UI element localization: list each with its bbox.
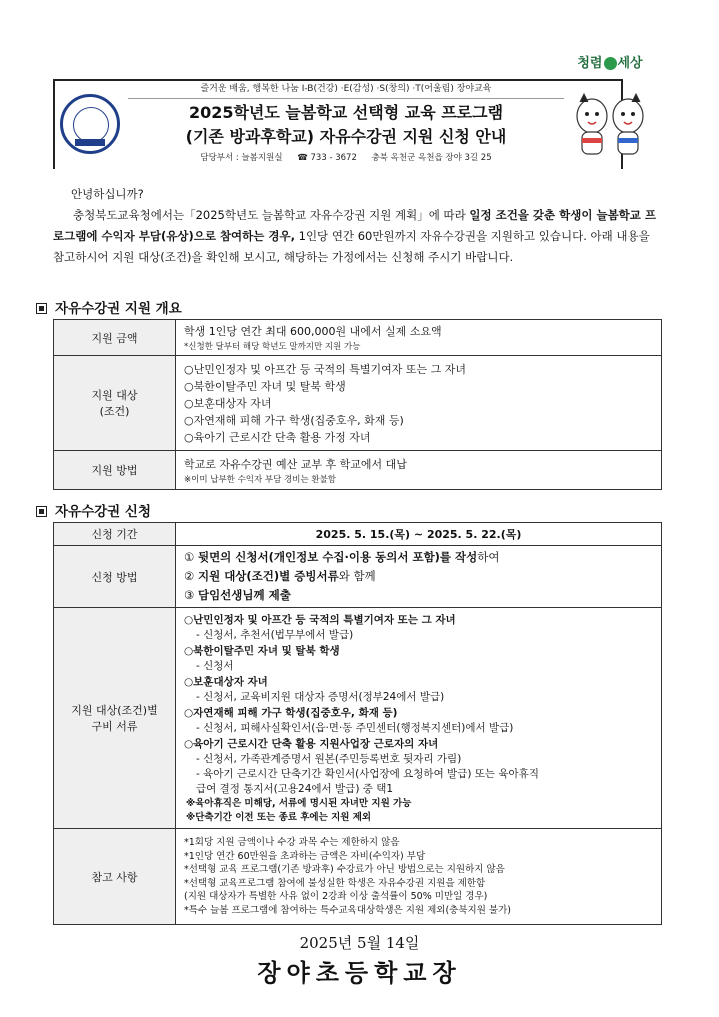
docs-list — [176, 608, 662, 829]
target-item: ○난민인정자 및 아프간 등 국적의 특별기여자 또는 그 자녀 — [184, 362, 466, 376]
doc-item: - 신청서, 교육비지원 대상자 증명서(정부24에서 발급) — [196, 690, 445, 703]
target-item: ○보훈대상자 자녀 — [184, 396, 272, 410]
doc-target: ○육아기 근로시간 단축 활용 지원사업장 근로자의 자녀 — [184, 737, 439, 750]
ref-item: *선택형 교육 프로그램(기존 방과후) 수강료가 아닌 방법으로는 지원하지 않음 — [184, 864, 505, 875]
ref-item: *선택형 교육프로그램 참여에 불성실한 학생은 자유수강권 지원을 제한함 — [184, 877, 486, 889]
table-row — [54, 546, 662, 608]
doc-item: - 신청서, 피해사실확인서(읍·면·동 주민센터(행정복지센터)에서 발급) — [196, 721, 514, 734]
square-bullet-icon — [36, 506, 47, 517]
ref-item: *특수 늘봄 프로그램에 참여하는 특수교육대상학생은 지원 제외(충북지원 불가) — [184, 904, 511, 916]
apply-step — [184, 567, 653, 586]
doc-item: - 육아기 근로시간 단축기간 확인서(사업장에 요청하여 발급) 또는 육아휴직 — [196, 767, 539, 780]
signer: 장야초등학교장 — [257, 958, 462, 987]
method-cell: 학교로 자유수강권 예산 교부 후 학교에서 대납 ※이미 납부한 수익자 부담 경비는 환불함 — [176, 451, 662, 490]
phone: ☎ 733 - 3672 — [297, 153, 357, 163]
ref-list — [176, 829, 662, 925]
doc-note: ※육아휴직은 미해당, 서류에 명시된 자녀만 지원 가능 — [186, 797, 412, 809]
target-item: ○북한이탈주민 자녀 및 탈북 학생 — [184, 379, 346, 393]
intro-paragraph: 충청북도교육청에서는「2025학년도 늘봄학교 자유수강권 지원 계획」에 따라 일정 조건을 갖춘 학생이 늘봄학교 프로그램에 수익자 부담(유상)으로 참여하는 경우, 1인당 연간 60만원까지 자유수강권을 지원하고 있습니다. 아래 내용을 참고하시어 지원 대상(조건)을 확인해 보시고, 해당하는 가정에서는 신청해 주시기 바랍니다. — [53, 208, 657, 264]
school-motto: 즐거운 배움, 행복한 나눔 I-B(건강) ·E(감성) ·S(창의) ·T(어울림) 장야교육 — [128, 80, 564, 99]
ref-item: *1회당 지원 금액이나 수강 과목 수는 제한하지 않음 — [184, 837, 400, 848]
amount-cell: 학생 1인당 연간 최대 600,000원 내에서 실제 소요액 *신청한 달부터 해당 학년도 말까지만 지원 가능 — [176, 320, 662, 356]
doc-item: - 신청서 — [196, 659, 234, 672]
apply-table — [53, 522, 662, 925]
contact-info — [128, 151, 564, 163]
doc-target: ○자연재해 피해 가구 학생(집중호우, 화재 등) — [184, 706, 398, 719]
page-title-line2: (기존 방과후학교) 자유수강권 지원 신청 안내 — [185, 127, 507, 146]
doc-note: ※단축기간 이전 또는 종료 후에는 지원 제외 — [186, 811, 372, 823]
step-bold: 뒷면의 신청서(개인정보 수집·이용 동의서 포함)를 작성 — [197, 550, 478, 564]
issue-date: 2025년 5월 14일 — [299, 934, 420, 952]
step-rest: 하여 — [477, 550, 500, 564]
step-bold: 지원 대상(조건)별 증빙서류 — [197, 569, 339, 583]
apply-step — [184, 586, 653, 605]
table-row — [54, 320, 662, 356]
target-item: ○자연재해 피해 가구 학생(집중호우, 화재 등) — [184, 413, 404, 427]
ref-label: 참고 사항 — [54, 829, 176, 925]
address: 충북 옥천군 옥천읍 장야 3길 25 — [371, 153, 492, 163]
target-item: ○육아기 근로시간 단축 활용 가정 자녀 — [184, 430, 371, 444]
department: 담당부서 : 늘봄지원실 — [200, 153, 283, 163]
period-label: 신청 기간 — [54, 523, 176, 546]
table-row — [54, 523, 662, 546]
clean-world-logo: 청렴 세상 — [577, 56, 643, 71]
ref-item: *1인당 연간 60만원을 초과하는 금액은 자비(수익자) 부담 — [184, 850, 426, 862]
apply-steps — [176, 546, 662, 608]
intro-emphasis: 일정 조건을 갖춘 학생이 늘봄학교 프로그램에 수익자 부담(유상)으로 참여하는 경우, — [53, 208, 657, 243]
amount-label: 지원 금액 — [54, 320, 176, 356]
doc-item: 급여 결정 통지서(고용24에서 발급) 중 택1 — [196, 782, 394, 795]
section-title-apply: 자유수강권 신청 — [36, 500, 151, 520]
target-label: 지원 대상 (조건) — [54, 356, 176, 451]
apply-method-label: 신청 방법 — [54, 546, 176, 608]
globe-icon — [604, 57, 617, 70]
school-seal-logo — [60, 94, 120, 154]
target-list — [176, 356, 662, 451]
page-title-line1: 2025학년도 늘봄학교 선택형 교육 프로그램 — [188, 103, 504, 122]
mascot-illustration — [570, 86, 650, 160]
step-number: ③ — [184, 588, 198, 602]
ref-item: (지원 대상자가 특별한 사유 없이 2강좌 이상 출석률이 50% 미만일 경우) — [184, 891, 488, 902]
square-bullet-icon — [36, 303, 47, 314]
step-rest: 와 함께 — [338, 569, 376, 583]
period-value: 2025. 5. 15.(목) ~ 2025. 5. 22.(목) — [176, 523, 662, 546]
table-row — [54, 451, 662, 490]
doc-item: - 신청서, 가족관계증명서 원본(주민등록번호 뒷자리 가림) — [196, 752, 462, 765]
step-bold: 담임선생님께 제출 — [197, 588, 291, 602]
step-number: ① — [184, 550, 198, 564]
table-row — [54, 608, 662, 829]
header — [128, 80, 564, 167]
table-row — [54, 356, 662, 451]
table-row — [54, 829, 662, 925]
doc-target: ○보훈대상자 자녀 — [184, 675, 268, 688]
docs-label: 지원 대상(조건)별 구비 서류 — [54, 608, 176, 829]
greeting: 안녕하십니까? — [71, 187, 144, 201]
apply-step — [184, 548, 653, 567]
section-title-overview: 자유수강권 지원 개요 — [36, 297, 182, 317]
doc-target: ○북한이탈주민 자녀 및 탈북 학생 — [184, 644, 340, 657]
method-label: 지원 방법 — [54, 451, 176, 490]
overview-table — [53, 319, 662, 490]
step-number: ② — [184, 569, 198, 583]
doc-target: ○난민인정자 및 아프간 등 국적의 특별기여자 또는 그 자녀 — [184, 613, 456, 626]
intro-text — [53, 184, 663, 268]
doc-item: - 신청서, 추천서(법무부에서 발급) — [196, 628, 354, 641]
